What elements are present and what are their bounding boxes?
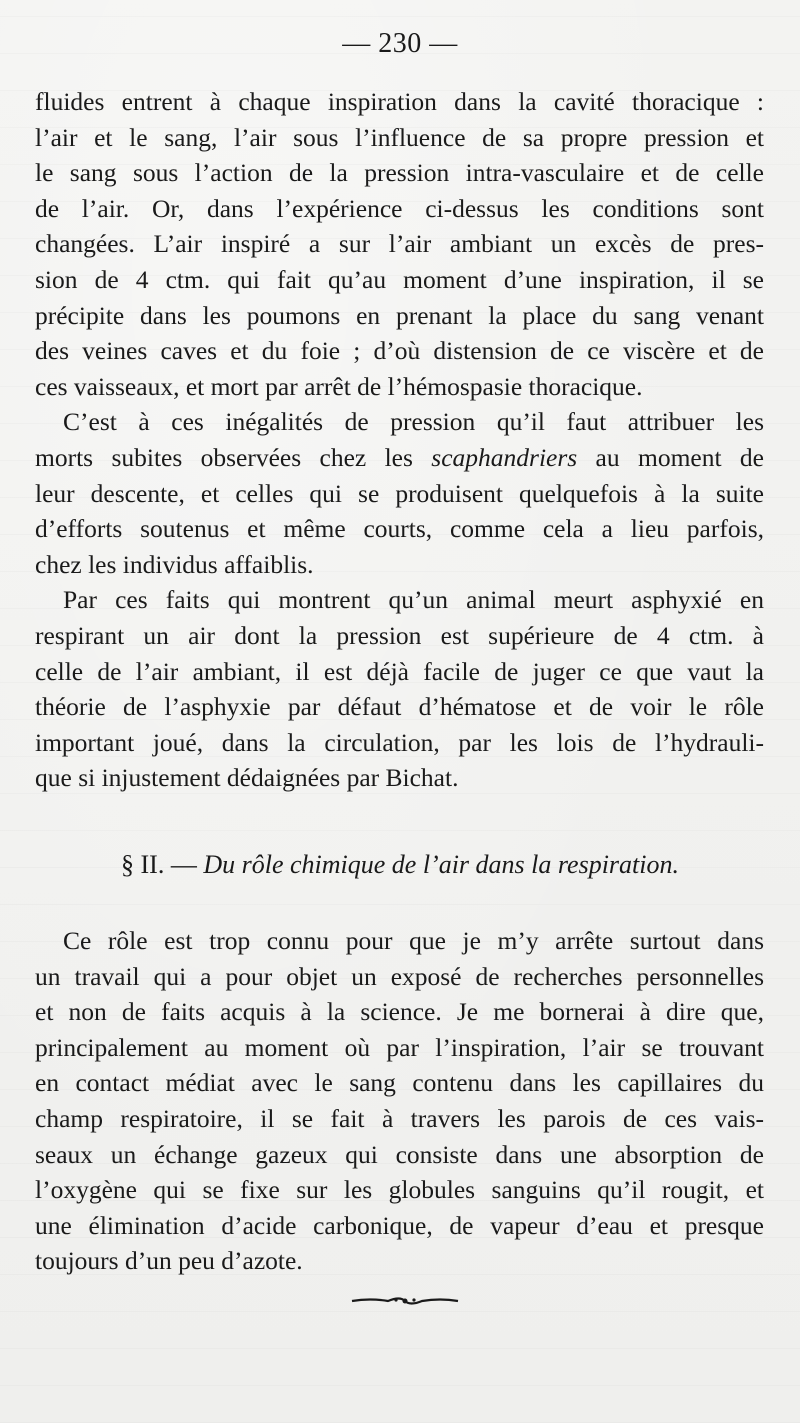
text-line: fluides entrent à chaque inspiration dans la cavité thoracique : (35, 87, 764, 116)
text-line-with-italic (35, 440, 764, 476)
text-line: respirant un air dont la pression est supérieure de 4 ctm. à (35, 620, 764, 650)
text-line: champ respiratoire, il se fait à travers les parois de ces vais- (35, 1103, 764, 1133)
paragraph-4 (35, 923, 764, 1279)
text-run: au moment de (577, 442, 764, 472)
text-line: théorie de l’asphyxie par défaut d’hématose et de voir le rôle (35, 692, 764, 722)
text-line: l’oxygène qui se fixe sur les globules sanguins qu’il rougit, et (35, 1175, 764, 1205)
text-line: un travail qui a pour objet un exposé de recherches personnelles (35, 961, 764, 991)
text-line: d’efforts soutenus et même courts, comme cela a lieu parfois, (35, 514, 764, 544)
text-line: sion de 4 ctm. qui fait qu’au moment d’une inspiration, il se (35, 264, 764, 294)
end-ornament-icon (350, 1294, 460, 1308)
section-title: Du rôle chimique de l’air dans la respiration. (203, 850, 679, 879)
section-heading (0, 850, 800, 880)
text-line: C’est à ces inégalités de pression qu’il faut attribuer les (63, 407, 764, 437)
text-line: changées. L’air inspiré a sur l’air ambiant un excès de pres- (35, 229, 764, 259)
text-line: l’air et le sang, l’air sous l’influence de sa propre pression et (35, 122, 764, 152)
text-line: le sang sous l’action de la pression intra-vasculaire et de celle (35, 158, 764, 188)
section-number: § II. — (121, 850, 197, 879)
text-line: leur descente, et celles qui se produisent quelquefois à la suite (35, 478, 764, 508)
text-line: précipite dans les poumons en prenant la place du sang venant (35, 300, 764, 330)
text-line: en contact médiat avec le sang contenu dans les capillaires du (35, 1068, 764, 1098)
paragraph-3 (35, 582, 764, 796)
main-text (35, 84, 764, 796)
text-line: ces vaisseaux, et mort par arrêt de l’hémospasie thoracique. (35, 371, 643, 401)
text-line: toujours d’un peu d’azote. (35, 1246, 303, 1276)
text-line: des veines caves et du foie ; d’où distension de ce viscère et de (35, 336, 764, 366)
text-line: de l’air. Or, dans l’expérience ci-dessus les conditions sont (35, 193, 764, 223)
text-line: celle de l’air ambiant, il est déjà facile de juger ce que vaut la (35, 656, 764, 686)
text-line: Par ces faits qui montrent qu’un animal meurt asphyxié en (63, 585, 764, 615)
page-number: — 230 — (342, 28, 458, 59)
text-line: chez les individus affaiblis. (35, 549, 314, 579)
text-line: que si injustement dédaignées par Bichat. (35, 763, 459, 793)
text-run: morts subites observées chez les (35, 442, 432, 472)
italic-term: scaphandriers (431, 442, 578, 472)
text-line: principalement au moment où par l’inspiration, l’air se trouvant (35, 1032, 764, 1062)
paragraph-1 (35, 84, 764, 404)
text-line: une élimination d’acide carbonique, de vapeur d’eau et presque (35, 1210, 764, 1240)
text-line: seaux un échange gazeux qui consiste dans une absorption de (35, 1139, 764, 1169)
text-line: Ce rôle est trop connu pour que je m’y arrête surtout dans (63, 926, 764, 955)
text-line: et non de faits acquis à la science. Je me bornerai à dire que, (35, 997, 764, 1027)
paragraph-2 (35, 404, 764, 582)
text-line: important joué, dans la circulation, par les lois de l’hydrauli- (35, 727, 764, 757)
